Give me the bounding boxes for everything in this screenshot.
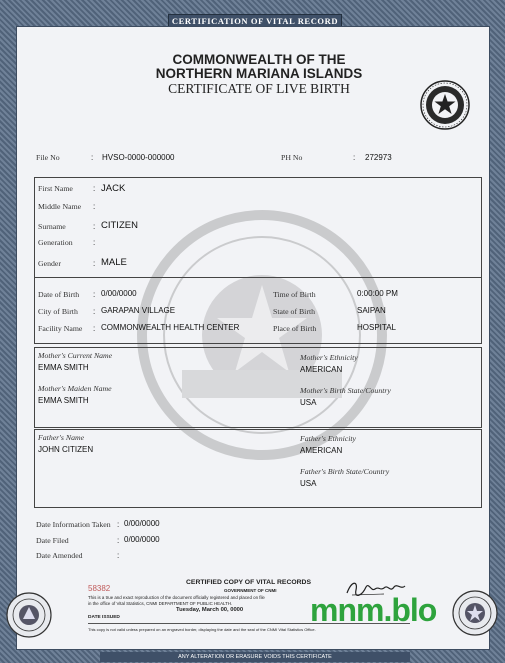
colon: :: [93, 202, 96, 211]
father-ethnicity-label: Father's Ethnicity: [300, 434, 357, 443]
certification-banner: CERTIFICATION OF VITAL RECORD: [168, 14, 342, 29]
mother-maiden-name-label: Mother's Maiden Name: [38, 384, 112, 393]
date-filed-value: 0/00/0000: [124, 535, 160, 544]
father-birth-place-value: USA: [300, 479, 317, 488]
father-birth-place-label: Father's Birth State/Country: [300, 467, 390, 476]
colon: :: [93, 290, 96, 299]
city-of-birth-label: City of Birth: [38, 307, 78, 316]
surname-label: Surname: [38, 222, 66, 231]
time-of-birth-value: 0:00:00 PM: [357, 289, 398, 298]
date-of-birth-value: 0/00/0000: [101, 289, 137, 298]
colon: :: [93, 222, 96, 231]
date-amended-label: Date Amended: [36, 551, 83, 560]
title-line-2: NORTHERN MARIANA ISLANDS: [155, 66, 363, 81]
colon: :: [91, 153, 94, 162]
alteration-warning-band: ANY ALTERATION OR ERASURE VOIDS THIS CERTIFICATE: [100, 652, 410, 662]
certification-line-1: This is a true and exact reproduction of the document officially registered and placed on file: [88, 595, 265, 600]
divider: [34, 277, 481, 278]
site-watermark: mnm.blo: [310, 592, 437, 628]
colon: :: [353, 153, 356, 162]
gender-value: MALE: [101, 257, 127, 268]
date-filed-label: Date Filed: [36, 536, 69, 545]
first-name-label: First Name: [38, 184, 73, 193]
gender-label: Gender: [38, 259, 61, 268]
department-of-public-health-seal-icon: [6, 592, 52, 638]
father-name-value: JOHN CITIZEN: [38, 445, 94, 454]
colon: :: [93, 184, 96, 193]
mother-maiden-name-value: EMMA SMITH: [38, 396, 89, 405]
generation-label: Generation: [38, 238, 73, 247]
mother-ethnicity-value: AMERICAN: [300, 365, 343, 374]
validity-note: This copy is not valid unless prepared on an engraved border, displaying the date and the seal of the CNMI Vital Statistics Office.: [88, 627, 316, 632]
colon: :: [93, 238, 96, 247]
surname-value: CITIZEN: [101, 220, 138, 231]
certified-copy-heading: CERTIFIED COPY OF VITAL RECORDS: [186, 579, 311, 586]
serial-number: 58382: [88, 584, 111, 593]
mother-birth-place-value: USA: [300, 398, 317, 407]
issue-date: Tuesday, March 00, 0000: [176, 607, 244, 613]
date-of-birth-label: Date of Birth: [38, 290, 80, 299]
colon: :: [93, 324, 96, 333]
colon: :: [93, 259, 96, 268]
father-ethnicity-value: AMERICAN: [300, 446, 343, 455]
middle-name-label: Middle Name: [38, 202, 82, 211]
state-of-birth-label: State of Birth: [273, 307, 316, 316]
first-name-value: JACK: [101, 183, 126, 194]
date-issued-label: DATE ISSUED: [88, 615, 120, 620]
vital-statistics-seal-icon: [452, 590, 498, 636]
facility-name-label: Facility Name: [38, 324, 83, 333]
government-subheading: GOVERNMENT OF CNMI: [224, 588, 277, 593]
commonwealth-seal-icon: [420, 80, 470, 130]
place-of-birth-value: HOSPITAL: [357, 323, 396, 332]
city-of-birth-value: GARAPAN VILLAGE: [101, 306, 176, 315]
file-no-value: HVSO-0000-000000: [102, 153, 175, 162]
place-of-birth-label: Place of Birth: [273, 324, 317, 333]
ph-no-value: 272973: [365, 153, 392, 162]
mother-current-name-label: Mother's Current Name: [38, 351, 113, 360]
file-no-label: File No: [36, 153, 60, 162]
date-information-taken-value: 0/00/0000: [124, 519, 160, 528]
mother-ethnicity-label: Mother's Ethnicity: [300, 353, 358, 362]
date-information-taken-label: Date Information Taken: [36, 520, 111, 529]
father-info-box: [34, 429, 482, 508]
mother-current-name-value: EMMA SMITH: [38, 363, 89, 372]
ph-no-label: PH No: [281, 153, 303, 162]
certificate-title: CERTIFICATE OF LIVE BIRTH: [168, 81, 350, 96]
colon: :: [93, 307, 96, 316]
colon: :: [117, 536, 120, 545]
colon: :: [117, 520, 120, 529]
facility-name-value: COMMONWEALTH HEALTH CENTER: [101, 323, 240, 332]
state-of-birth-value: SAIPAN: [357, 306, 386, 315]
father-name-label: Father's Name: [38, 433, 85, 442]
mother-birth-place-label: Mother's Birth State/Country: [300, 386, 391, 395]
title-line-1: COMMONWEALTH OF THE: [172, 52, 346, 67]
colon: :: [117, 551, 120, 560]
certification-line-2: in the office of Vital Statistics, CNMI DEPARTMENT OF PUBLIC HEALTH.: [88, 601, 233, 606]
time-of-birth-label: Time of Birth: [273, 290, 316, 299]
